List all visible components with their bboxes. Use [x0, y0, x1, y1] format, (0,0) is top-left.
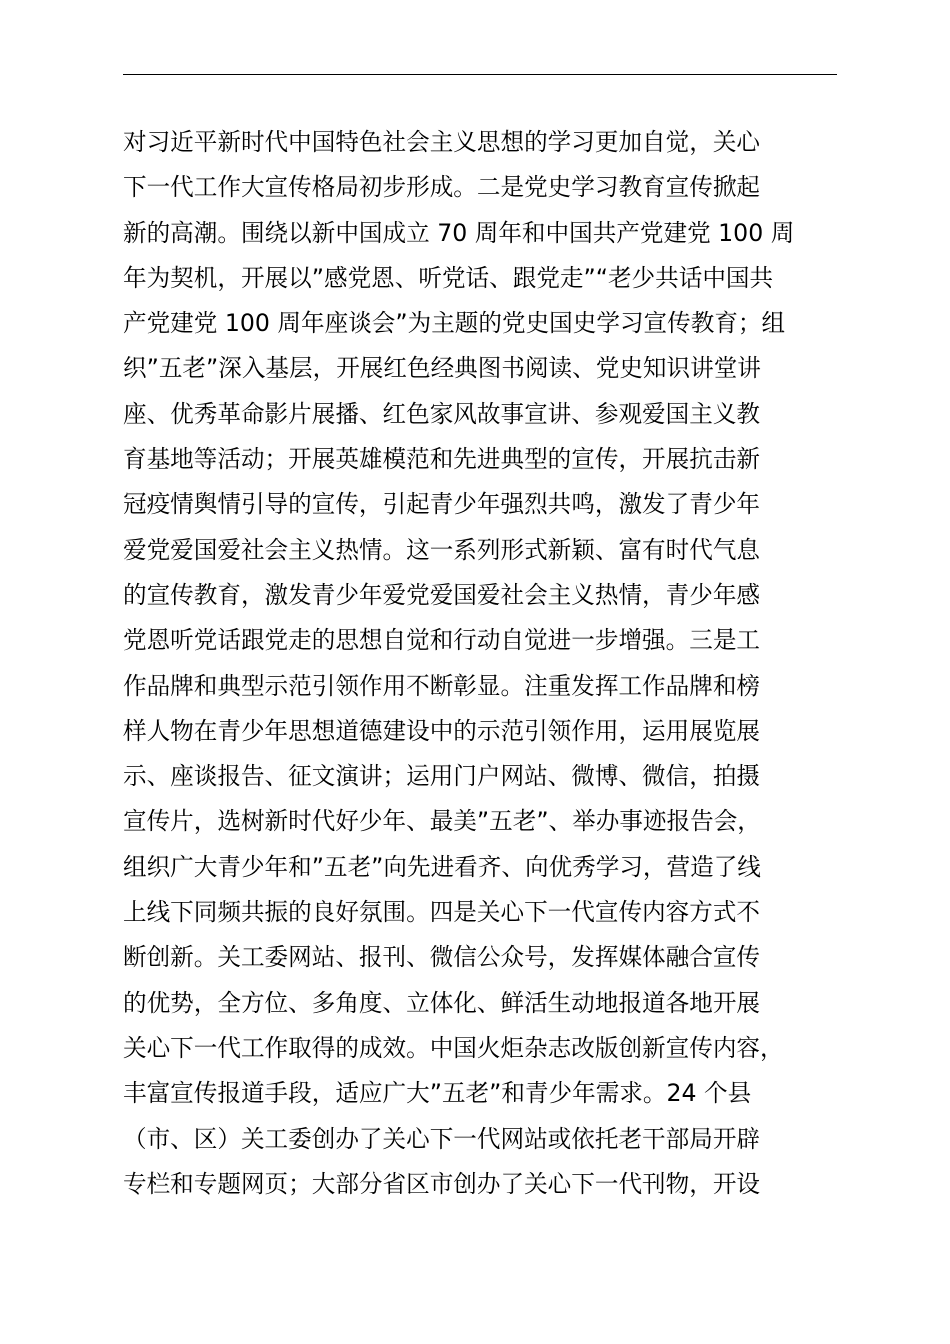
text-line: 宣传片，选树新时代好少年、最美”五老”、举办事迹报告会， [123, 807, 761, 836]
text-line: 关心下一代工作取得的成效。中国火炬杂志改版创新宣传内容， [123, 1033, 784, 1062]
text-line: 作品牌和典型示范引领作用不断彰显。注重发挥工作品牌和榜 [123, 671, 761, 700]
text-line: 育基地等活动；开展英雄模范和先进典型的宣传，开展抗击新 [123, 445, 761, 474]
text-line: 样人物在青少年思想道德建设中的示范引领作用，运用展览展 [123, 716, 761, 745]
text-line: 座、优秀革命影片展播、红色家风故事宣讲、参观爱国主义教 [123, 399, 761, 428]
text-line: 断创新。关工委网站、报刊、微信公众号，发挥媒体融合宣传 [123, 943, 761, 972]
text-line: 对习近平新时代中国特色社会主义思想的学习更加自觉，关心 [123, 128, 761, 156]
text-line: 上线下同频共振的良好氛围。四是关心下一代宣传内容方式不 [123, 898, 761, 927]
text-line: （市、区）关工委创办了关心下一代网站或依托老干部局开辟 [123, 1124, 761, 1153]
text-line: 织”五老”深入基层，开展红色经典图书阅读、党史知识讲堂讲 [123, 354, 761, 383]
text-line: 丰富宣传报道手段，适应广大”五老”和青少年需求。24 个县 [123, 1079, 752, 1108]
text-line: 组织广大青少年和”五老”向先进看齐、向优秀学习，营造了线 [123, 852, 761, 881]
text-line: 专栏和专题网页；大部分省区市创办了关心下一代刊物，开设 [123, 1169, 761, 1198]
text-line: 下一代工作大宣传格局初步形成。二是党史学习教育宣传掀起 [123, 173, 761, 202]
text-line: 的宣传教育，激发青少年爱党爱国爱社会主义热情，青少年感 [123, 580, 761, 609]
text-line: 年为契机，开展以”感党恩、听党话、跟党走”“老少共话中国共 [123, 263, 774, 292]
header-rule [123, 74, 837, 75]
body-text [123, 120, 863, 1207]
text-line: 的优势，全方位、多角度、立体化、鲜活生动地报道各地开展 [123, 988, 761, 1017]
text-line: 产党建党 100 周年座谈会”为主题的党史国史学习宣传教育；组 [123, 309, 786, 338]
text-line: 新的高潮。围绕以新中国成立 70 周年和中国共产党建党 100 周 [123, 218, 795, 247]
text-line: 党恩听党话跟党走的思想自觉和行动自觉进一步增强。三是工 [123, 626, 761, 655]
text-line: 爱党爱国爱社会主义热情。这一系列形式新颖、富有时代气息 [123, 535, 761, 564]
text-line: 示、座谈报告、征文演讲；运用门户网站、微博、微信，拍摄 [123, 762, 761, 791]
text-line: 冠疫情舆情引导的宣传，引起青少年强烈共鸣，激发了青少年 [123, 490, 761, 519]
